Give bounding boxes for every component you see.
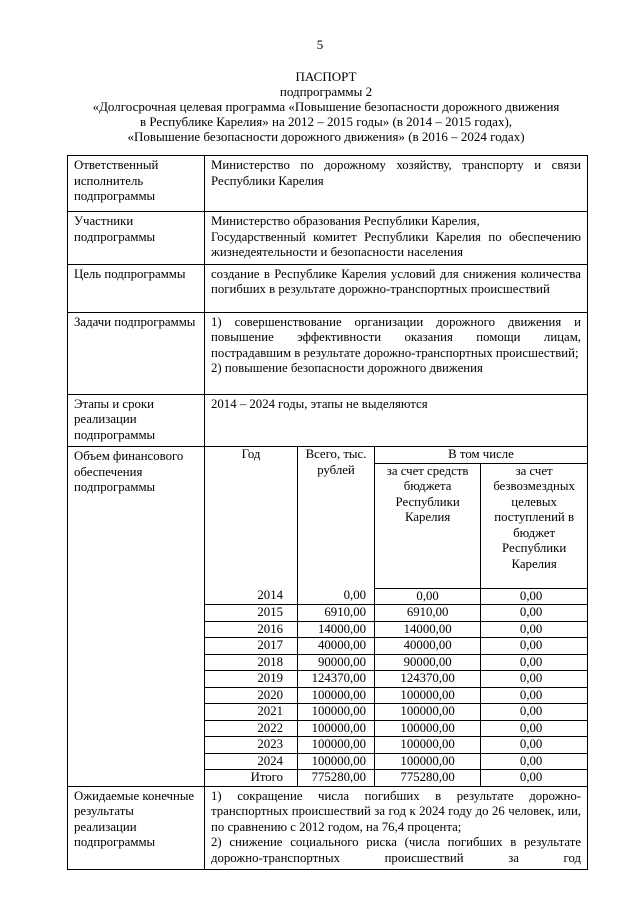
financing-year-cell: 2014: [205, 588, 298, 605]
passport-table: [67, 155, 588, 870]
financing-row: [205, 720, 587, 737]
financing-free-cell: 0,00: [481, 671, 587, 688]
financing-row: [205, 671, 587, 688]
financing-budget-cell: 775280,00: [375, 770, 481, 786]
financing-total-cell: 124370,00: [298, 671, 375, 688]
financing-table: [205, 447, 587, 786]
financing-free-cell: 0,00: [481, 638, 587, 655]
financing-budget-cell: 90000,00: [375, 654, 481, 671]
financing-budget-cell: 14000,00: [375, 621, 481, 638]
value-results: [205, 786, 588, 870]
label-goal: Цель подпрограммы: [68, 264, 205, 312]
financing-total-cell: 100000,00: [298, 687, 375, 704]
financing-total-cell: 6910,00: [298, 605, 375, 622]
page-number: 5: [316, 37, 324, 52]
financing-row: [205, 737, 587, 754]
financing-free-cell: 0,00: [481, 621, 587, 638]
value-tasks: [205, 312, 588, 394]
row-participants: [68, 212, 588, 265]
document-title: [60, 69, 592, 144]
financing-total-cell: 100000,00: [298, 737, 375, 754]
participants-line-1: Министерство образования Республики Карелия,: [211, 214, 480, 228]
header-free: за счет безвозмездных целевых поступлений в бюджет Республики Карелия: [481, 463, 587, 588]
financing-budget-cell: 100000,00: [375, 753, 481, 770]
row-stages: [68, 394, 588, 447]
label-results: Ожидаемые конечные результаты реализации подпрограммы: [68, 786, 205, 870]
label-tasks: Задачи подпрограммы: [68, 312, 205, 394]
value-responsible: Министерство по дорожному хозяйству, транспорту и связи Республики Карелия: [205, 156, 588, 212]
financing-free-cell: 0,00: [481, 737, 587, 754]
financing-row: [205, 621, 587, 638]
financing-year-cell: 2023: [205, 737, 298, 754]
financing-row: [205, 687, 587, 704]
financing-year-cell: 2020: [205, 687, 298, 704]
participants-line-2: Государственный комитет Республики Карелия по обеспечению жизнедеятельности и безопасности населения: [211, 229, 581, 259]
title-passport: ПАСПОРТ: [295, 69, 357, 84]
label-participants: Участники подпрограммы: [68, 212, 205, 265]
financing-row: [205, 704, 587, 721]
tasks-line-2: 2) повышение безопасности дорожного движения: [211, 361, 483, 375]
financing-row: [205, 605, 587, 622]
header-total: Всего, тыс. рублей: [298, 447, 375, 588]
financing-header-row-1: [205, 447, 587, 463]
financing-free-cell: 0,00: [481, 605, 587, 622]
header-budget: за счет средств бюджета Республики Карелия: [375, 463, 481, 588]
row-tasks: [68, 312, 588, 394]
financing-free-cell: 0,00: [481, 770, 587, 786]
financing-row: [205, 638, 587, 655]
header-year: Год: [205, 447, 298, 588]
financing-year-cell: Итого: [205, 770, 298, 786]
results-line-2: 2) снижение социального риска (числа погибших в результате дорожно-транспортных происшествий за год: [211, 835, 581, 865]
financing-row: [205, 770, 587, 786]
financing-year-cell: 2016: [205, 621, 298, 638]
financing-cell: [205, 447, 588, 787]
financing-free-cell: 0,00: [481, 654, 587, 671]
financing-budget-cell: 124370,00: [375, 671, 481, 688]
financing-budget-cell: 100000,00: [375, 687, 481, 704]
value-goal: создание в Республике Карелия условий для снижения количества погибших в результате дорожно-транспортных происшествий: [205, 264, 588, 312]
financing-total-cell: 100000,00: [298, 753, 375, 770]
financing-year-cell: 2018: [205, 654, 298, 671]
financing-row: [205, 588, 587, 605]
financing-free-cell: 0,00: [481, 588, 587, 605]
row-goal: [68, 264, 588, 312]
financing-year-cell: 2019: [205, 671, 298, 688]
financing-budget-cell: 100000,00: [375, 720, 481, 737]
financing-year-cell: 2017: [205, 638, 298, 655]
label-financing: Объем финансового обеспечения подпрограммы: [68, 447, 205, 787]
title-program-line-2: в Республике Карелия» на 2012 – 2015 годы» (в 2014 – 2015 годах),: [139, 114, 513, 129]
financing-row: [205, 753, 587, 770]
financing-budget-cell: 0,00: [375, 588, 481, 605]
financing-budget-cell: 100000,00: [375, 737, 481, 754]
financing-total-cell: 0,00: [298, 588, 375, 605]
title-program-line-1: «Долгосрочная целевая программа «Повышение безопасности дорожного движения: [92, 99, 560, 114]
financing-budget-cell: 40000,00: [375, 638, 481, 655]
financing-budget-cell: 6910,00: [375, 605, 481, 622]
financing-free-cell: 0,00: [481, 753, 587, 770]
row-financing: [68, 447, 588, 787]
financing-free-cell: 0,00: [481, 704, 587, 721]
header-including: В том числе: [375, 447, 588, 463]
tasks-line-1: 1) совершенствование организации дорожного движения и повышение эффективности оказания помощи лицам, пострадавшим в результате дорожно-транспортных происшествий;: [211, 314, 581, 360]
label-responsible: Ответственный исполнитель подпрограммы: [68, 156, 205, 212]
label-stages: Этапы и сроки реализации подпрограммы: [68, 394, 205, 447]
title-program-line-3: «Повышение безопасности дорожного движения» (в 2016 – 2024 годах): [127, 129, 525, 144]
row-responsible: [68, 156, 588, 212]
financing-free-cell: 0,00: [481, 687, 587, 704]
financing-total-cell: 90000,00: [298, 654, 375, 671]
value-participants: [205, 212, 588, 265]
financing-year-cell: 2015: [205, 605, 298, 622]
financing-free-cell: 0,00: [481, 720, 587, 737]
financing-budget-cell: 100000,00: [375, 704, 481, 721]
financing-year-cell: 2021: [205, 704, 298, 721]
financing-total-cell: 40000,00: [298, 638, 375, 655]
value-stages: 2014 – 2024 годы, этапы не выделяются: [205, 394, 588, 447]
financing-total-cell: 775280,00: [298, 770, 375, 786]
financing-year-cell: 2024: [205, 753, 298, 770]
financing-total-cell: 100000,00: [298, 704, 375, 721]
results-line-1: 1) сокращение числа погибших в результате дорожно-транспортных происшествий за год к 2024 году до 26 человек, или, по сравнению с 2012 годом, на 76,4 процента;: [211, 788, 581, 834]
financing-total-cell: 14000,00: [298, 621, 375, 638]
financing-year-cell: 2022: [205, 720, 298, 737]
financing-row: [205, 654, 587, 671]
title-subprogram: подпрограммы 2: [279, 84, 373, 99]
financing-total-cell: 100000,00: [298, 720, 375, 737]
row-results: [68, 786, 588, 870]
